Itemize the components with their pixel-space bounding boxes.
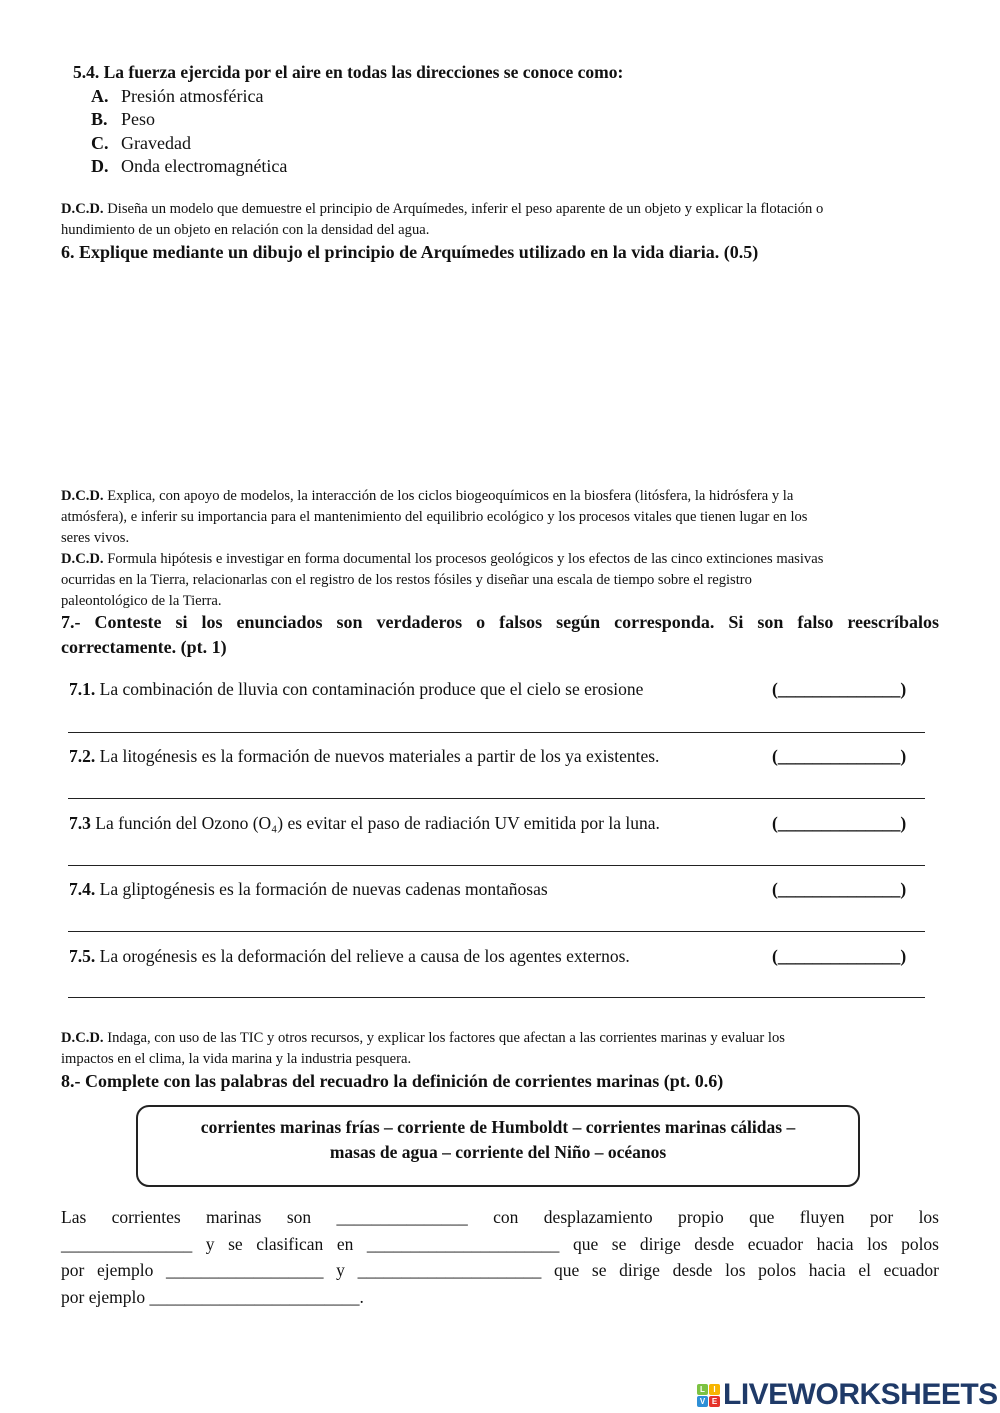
dcd-text: Explica, con apoyo de modelos, la interacción de los ciclos biogeoquímicos en la biosfera (litósfera, la hidrósfera y la: [107, 488, 794, 504]
dcd-3: [61, 549, 823, 612]
question-7-heading: correctamente. (pt. 1): [61, 637, 227, 657]
option-d[interactable]: [91, 156, 287, 177]
question-6: 6. Explique mediante un dibujo el principio de Arquímedes utilizado en la vida diaria. (0.5): [61, 242, 759, 262]
option-c[interactable]: [91, 133, 191, 154]
option-text: Presión atmosférica: [121, 86, 264, 106]
option-text: Peso: [121, 109, 156, 129]
question-8-heading: 8.- Complete con las palabras del recuadro la definición de corrientes marinas (pt. 0.6): [61, 1071, 724, 1091]
fill-paragraph-line[interactable]: por ejemplo __________________ y _____________________ que se dirige desde los polos hacia el ecuador: [61, 1260, 939, 1280]
dcd-4: [61, 1028, 785, 1070]
dcd-label: D.C.D.: [61, 201, 104, 217]
tf-answer-blank[interactable]: (______________): [772, 946, 907, 966]
item-text: La litogénesis es la formación de nuevos materiales a partir de los ya existentes.: [99, 746, 660, 766]
tf-item-7-1: [69, 679, 643, 700]
tf-answer-blank[interactable]: (______________): [772, 679, 907, 699]
item-text: La combinación de lluvia con contaminación produce que el cielo se erosione: [99, 679, 644, 699]
item-text: La gliptogénesis es la formación de nuevas cadenas montañosas: [99, 879, 548, 899]
tf-item-7-4: [69, 879, 548, 900]
item-number: 7.5.: [69, 946, 96, 966]
dcd-text: paleontológico de la Tierra.: [61, 593, 222, 609]
dcd-text: hundimiento de un objeto en relación con la densidad del agua.: [61, 222, 430, 238]
tf-item-7-3: [69, 813, 660, 834]
option-text: Onda electromagnética: [121, 156, 288, 176]
tf-answer-blank[interactable]: (______________): [772, 746, 907, 766]
live-badge-icon: [697, 1384, 720, 1407]
dcd-label: D.C.D.: [61, 551, 104, 567]
option-b[interactable]: [91, 109, 155, 130]
option-letter: D.: [91, 156, 109, 176]
item-text: La orogénesis es la deformación del relieve a causa de los agentes externos.: [99, 946, 630, 966]
question-5-4: 5.4. La fuerza ejercida por el aire en todas las direcciones se conoce como:: [73, 62, 624, 82]
option-text: Gravedad: [121, 133, 191, 153]
dcd-1: [61, 199, 823, 241]
dcd-text: atmósfera), e inferir su importancia para el mantenimiento del equilibrio ecológico y los procesos vitales que tienen lugar en los: [61, 509, 808, 525]
item-number: 7.1.: [69, 679, 96, 699]
dcd-text: impactos en el clima, la vida marina y la industria pesquera.: [61, 1051, 412, 1067]
dcd-text: Indaga, con uso de las TIC y otros recursos, y explicar los factores que afectan a las corrientes marinas y evaluar los: [107, 1030, 785, 1046]
item-number: 7.2.: [69, 746, 96, 766]
dcd-label: D.C.D.: [61, 1030, 104, 1046]
tf-answer-blank[interactable]: (______________): [772, 879, 907, 899]
item-text: La función del Ozono (O₄) es evitar el paso de radiación UV emitida por la luna.: [95, 813, 660, 833]
rewrite-line[interactable]: [68, 732, 925, 733]
tf-answer-blank[interactable]: (______________): [772, 813, 907, 833]
liveworksheets-logo: [697, 1378, 998, 1412]
fill-paragraph-line[interactable]: Las corrientes marinas son _______________ con desplazamiento propio que fluyen por los: [61, 1207, 939, 1227]
word-box-line: corrientes marinas frías – corriente de Humboldt – corrientes marinas cálidas –: [200, 1117, 796, 1137]
option-letter: C.: [91, 133, 109, 153]
question-7-heading: 7.- Conteste si los enunciados son verdaderos o falsos según corresponda. Si son falso reescríbalos: [61, 612, 939, 632]
option-a[interactable]: [91, 86, 263, 107]
rewrite-line[interactable]: [68, 865, 925, 866]
badge-letter: E: [709, 1396, 720, 1407]
dcd-text: ocurridas en la Tierra, relacionarlas con el registro de los restos fósiles y diseñar una escala de tiempo sobre el registro: [61, 572, 752, 588]
logo-text: LIVEWORKSHEETS: [723, 1378, 998, 1411]
badge-letter: L: [697, 1384, 708, 1395]
word-box-line: masas de agua – corriente del Niño – océanos: [329, 1142, 667, 1162]
item-number: 7.4.: [69, 879, 96, 899]
drawing-area[interactable]: [61, 270, 939, 480]
dcd-text: Formula hipótesis e investigar en forma documental los procesos geológicos y los efectos de las cinco extinciones masivas: [107, 551, 824, 567]
dcd-text: seres vivos.: [61, 530, 130, 546]
rewrite-line[interactable]: [68, 997, 925, 998]
item-number: 7.3: [69, 813, 91, 833]
dcd-text: Diseña un modelo que demuestre el principio de Arquímedes, inferir el peso aparente de un objeto y explicar la flotación o: [107, 201, 824, 217]
fill-paragraph-line[interactable]: por ejemplo ________________________.: [61, 1287, 364, 1307]
option-letter: A.: [91, 86, 109, 106]
badge-letter: I: [709, 1384, 720, 1395]
option-letter: B.: [91, 109, 108, 129]
dcd-2: [61, 486, 807, 549]
fill-paragraph-line[interactable]: _______________ y se clasifican en ______________________ que se dirige desde ecuador hacia los polos: [61, 1234, 939, 1254]
rewrite-line[interactable]: [68, 798, 925, 799]
rewrite-line[interactable]: [68, 931, 925, 932]
badge-letter: V: [697, 1396, 708, 1407]
tf-item-7-2: [69, 746, 659, 767]
tf-item-7-5: [69, 946, 630, 967]
dcd-label: D.C.D.: [61, 488, 104, 504]
